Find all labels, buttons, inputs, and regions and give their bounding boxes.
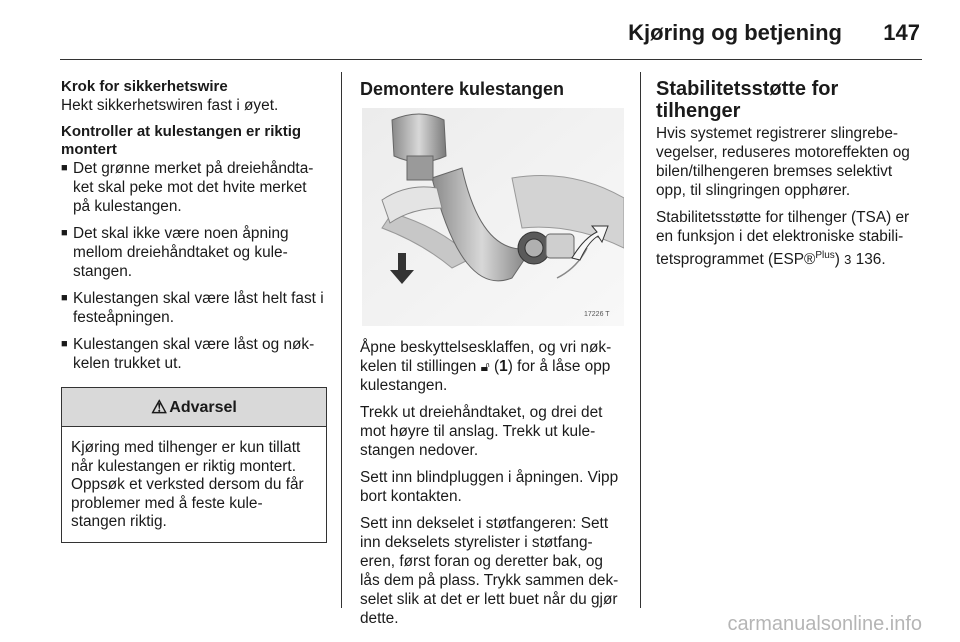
warning-box (61, 387, 327, 543)
watermark: carmanualsonline.info (727, 613, 922, 635)
column-divider-2 (640, 72, 641, 608)
header-rule (60, 59, 922, 60)
lock-open-icon: 🔓︎ (480, 358, 490, 374)
stability-text-1: Hvis systemet registrerer slingrebe-vegelser, reduseres motoreffekten og bilen/tilhengeren bremses selektivt opp, til slingringen opphører. (656, 125, 910, 199)
page-reference: 136. (851, 251, 886, 269)
check-list (61, 159, 327, 373)
column-right (656, 78, 924, 277)
list-item: ■ Kulestangen skal være låst helt fast i festeåpningen. (61, 289, 327, 327)
step-cover-text: Sett inn dekselet i støtfangeren: Sett inn dekselets styrelister i støtfang-eren, først foran og deretter bak, og lås dem på plass. Trykk sammen dek-selet slik at det er lett buet når du gjør dette. (360, 515, 619, 627)
warning-title: Advarsel (169, 398, 237, 416)
list-item: ■ Det grønne merket på dreiehåndta-ket skal peke mot det hvite merket på kulestangen. (61, 159, 327, 216)
list-item: ■ Det skal ikke være noen åpning mellom dreiehåndtaket og kule-stangen. (61, 224, 327, 281)
section-heading-trailer-stability: Stabilitetsstøtte for tilhenger (656, 78, 839, 122)
tow-bar-illustration (362, 108, 624, 326)
section-heading-safety-wire: Krok for sikkerhetswire (61, 78, 228, 95)
step-unlock-text-end: ) for å låse opp kulestangen. (360, 358, 611, 394)
step-pull-handle-text: Trekk ut dreiehåndtaket, og drei det mot høyre til anslag. Trekk ut kule-stangen nedover. (360, 404, 603, 459)
figure-id: 17226 T (584, 311, 610, 318)
column-divider-1 (341, 72, 342, 608)
page-header (0, 0, 960, 62)
page-number: 147 (883, 20, 920, 45)
paren-close: ) (834, 251, 845, 269)
step-unlock-text (360, 338, 626, 395)
header-title: Kjøring og betjening (628, 20, 842, 45)
column-middle (360, 78, 626, 636)
paren-open: ( (489, 358, 500, 375)
tow-bar-drawing (362, 108, 624, 326)
warning-text: Kjøring med tilhenger er kun tillatt når kulestangen er riktig montert. Oppsøk et verksted dersom du får problemer med å feste kule-stangen riktig. (71, 439, 304, 530)
reference-number: 1 (499, 358, 508, 375)
stability-text-2 (656, 208, 924, 269)
warning-triangle-icon: ⚠ (151, 396, 168, 417)
page-reference-arrow-icon: 3 (844, 252, 852, 268)
list-item: ■ Kulestangen skal være låst og nøk-kelen trukket ut. (61, 335, 327, 373)
safety-wire-text: Hekt sikkerhetswiren fast i øyet. (61, 97, 279, 114)
step-unlock-text-start: Åpne beskyttelsesklaffen, og vri nøk-kelen til stillingen (360, 339, 612, 375)
section-heading-remove-ball-bar: Demontere kulestangen (360, 79, 565, 99)
stability-text-2-start: Stabilitetsstøtte for tilhenger (TSA) er en funksjon i det elektroniske stabili-tetsprogrammet (ESP® (656, 209, 910, 269)
plus-superscript: Plus (815, 250, 835, 261)
warning-header (62, 388, 326, 427)
step-blind-plug-text: Sett inn blindpluggen i åpningen. Vipp bort kontakten. (360, 469, 619, 505)
section-heading-check-mount: Kontroller at kulestangen er riktig montert (61, 123, 302, 158)
column-left (61, 78, 327, 543)
